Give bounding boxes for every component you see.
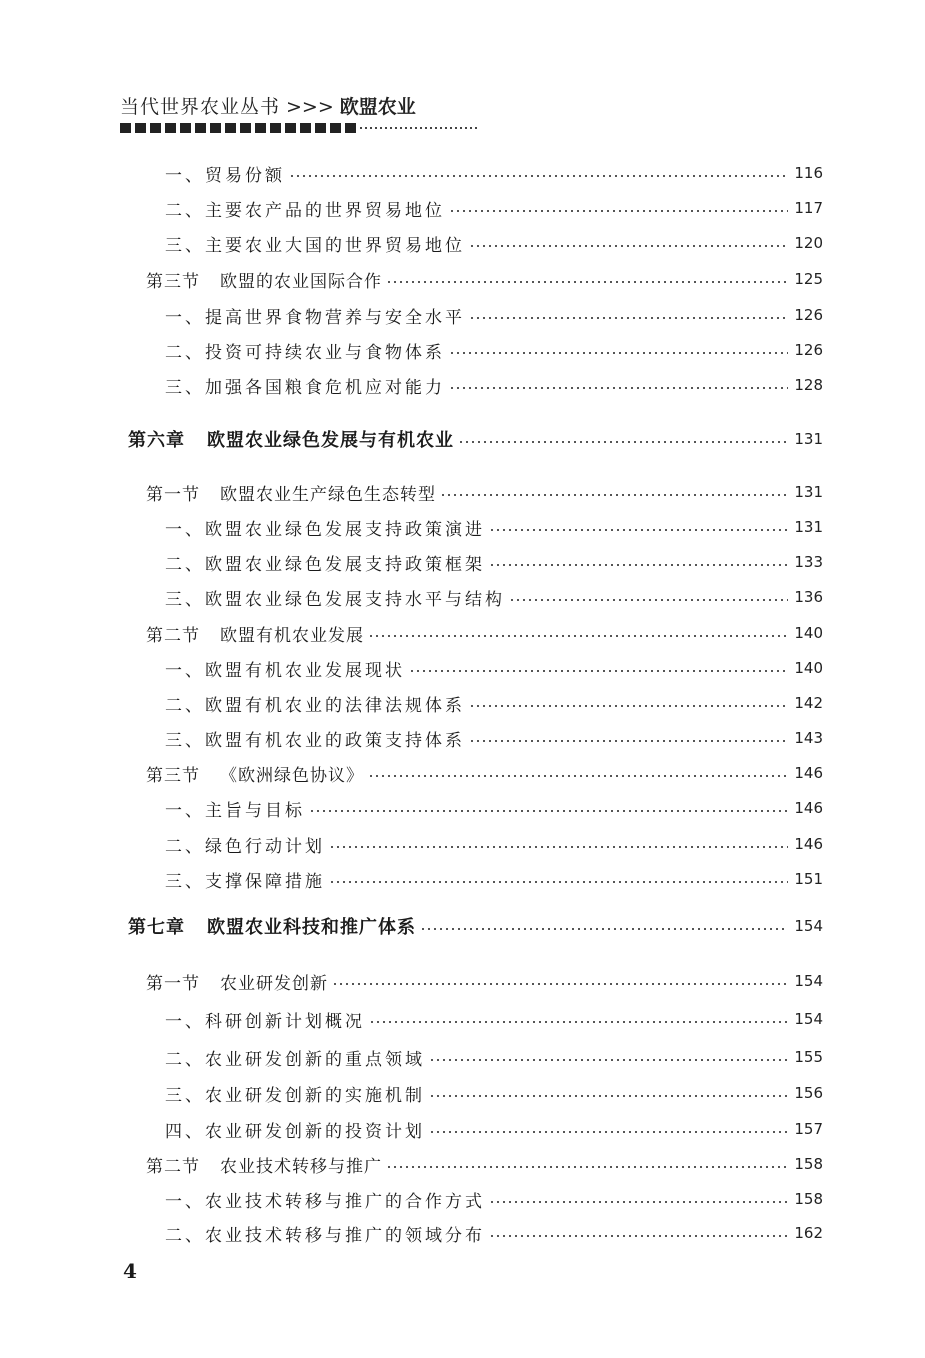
toc-entry-text: 农业研发创新 [220,973,328,994]
toc-item [165,549,823,575]
toc-entry-title [165,550,485,575]
dot-leader [460,441,788,443]
toc-page-number: 157 [794,1120,823,1138]
toc-page-number: 158 [794,1155,823,1173]
toc-entry-number: 第三节 [146,765,200,786]
toc-entry-title [165,585,505,610]
toc-entry-text: 三、支撑保障措施 [165,871,325,892]
dot-leader [388,281,788,283]
toc-page-number: 120 [794,234,823,252]
toc-entry-title [165,726,465,751]
toc-entry-text: 一、欧盟有机农业发展现状 [165,660,405,681]
toc-page-number: 131 [794,483,823,501]
header-rule [120,122,480,134]
series-title: 当代世界农业丛书 [120,96,281,118]
dot-leader [422,928,788,930]
toc-entry-text: 三、欧盟农业绿色发展支持水平与结构 [165,589,505,610]
toc-entry-title [146,480,436,505]
toc-entry-title [128,426,454,452]
dot-leader [411,670,788,672]
toc-entry-title [146,621,364,646]
toc-entry-text: 二、欧盟有机农业的法律法规体系 [165,695,465,716]
toc-entry-title [146,761,364,786]
toc-entry-text: 一、农业技术转移与推广的合作方式 [165,1191,485,1212]
toc-entry-title [165,1187,485,1212]
toc-entry-number: 第一节 [146,484,200,505]
dot-leader [511,599,788,601]
toc-entry-text: 欧盟农业绿色发展与有机农业 [207,430,454,451]
toc-entry-text: 一、科研创新计划概况 [165,1011,365,1032]
toc-entry-title [165,515,485,540]
toc-entry-title [165,196,445,221]
toc-entry-title [146,1152,382,1177]
toc-page-number: 146 [794,764,823,782]
toc-chapter [128,913,823,939]
dot-leader [491,1201,788,1203]
toc-page-number: 158 [794,1190,823,1208]
toc-page-number: 126 [794,341,823,359]
running-header [120,92,416,119]
dot-leader [491,564,788,566]
toc-entry-title [165,1007,365,1032]
toc-entry-text: 三、加强各国粮食危机应对能力 [165,377,445,398]
toc-page-number: 155 [794,1048,823,1066]
toc-page-number: 154 [794,1010,823,1028]
header-rule-blocks [120,123,358,133]
toc-page-number: 131 [794,430,823,448]
dot-leader [442,494,788,496]
toc-page-number: 154 [794,972,823,990]
toc-entry-title [128,913,416,939]
dot-leader [471,740,788,742]
toc-entry-text: 三、欧盟有机农业的政策支持体系 [165,730,465,751]
dot-leader [471,245,788,247]
toc-entry-text: 二、绿色行动计划 [165,836,325,857]
toc-page-number: 146 [794,835,823,853]
toc-entry-text: 欧盟的农业国际合作 [220,271,382,292]
toc-entry-text: 一、提高世界食物营养与安全水平 [165,307,465,328]
toc-page-number: 156 [794,1084,823,1102]
toc-item [165,690,823,716]
toc-entry-number: 第六章 [128,430,185,451]
toc-page-number: 117 [794,199,823,217]
dot-leader [331,881,788,883]
toc-page-number: 133 [794,553,823,571]
page-number: 4 [123,1259,137,1283]
toc-page-number: 162 [794,1224,823,1242]
toc-entry-title [146,267,382,292]
toc-page-number: 154 [794,917,823,935]
toc-item [165,337,823,363]
toc-item [165,230,823,256]
toc-entry-title [165,1221,485,1246]
toc-entry-text: 一、贸易份额 [165,165,285,186]
toc-page-number: 126 [794,306,823,324]
toc-entry-title [165,303,465,328]
dot-leader [431,1131,788,1133]
dot-leader [431,1095,788,1097]
toc-entry-text: 三、农业研发创新的实施机制 [165,1085,425,1106]
toc-entry-title [165,231,465,256]
toc-item [165,514,823,540]
toc-page-number: 131 [794,518,823,536]
dot-leader [491,1235,788,1237]
dot-leader [388,1166,788,1168]
toc-entry-number: 第一节 [146,973,200,994]
toc-entry-text: 三、主要农业大国的世界贸易地位 [165,235,465,256]
toc-item [165,372,823,398]
toc-entry-text: 二、农业研发创新的重点领域 [165,1049,425,1070]
dot-leader [291,175,788,177]
dot-leader [370,635,788,637]
toc-entry-title [165,338,445,363]
toc-page-number: 143 [794,729,823,747]
toc-entry-title [165,867,325,892]
toc-entry-text: 农业技术转移与推广 [220,1156,382,1177]
toc-entry-title [165,656,405,681]
toc-section [146,1151,823,1177]
toc-page-number: 142 [794,694,823,712]
toc-page-number: 128 [794,376,823,394]
toc-item [165,302,823,328]
toc-entry-title [165,832,325,857]
toc-item [165,831,823,857]
toc-chapter [128,426,823,452]
dot-leader [331,846,788,848]
dot-leader [451,387,788,389]
toc-entry-title [165,1117,425,1142]
toc-entry-title [165,691,465,716]
header-rule-dots [360,127,480,129]
toc-entry-title [165,1081,425,1106]
toc-entry-number: 第三节 [146,271,200,292]
book-title: 欧盟农业 [339,96,416,118]
toc-page-number: 136 [794,588,823,606]
toc-item [165,725,823,751]
toc-entry-text: 一、主旨与目标 [165,800,305,821]
toc-entry-title [146,969,328,994]
toc-entry-text: 二、欧盟农业绿色发展支持政策框架 [165,554,485,575]
toc-entry-title [165,373,445,398]
toc-item [165,1116,823,1142]
toc-item [165,655,823,681]
toc-page-number: 151 [794,870,823,888]
toc-entry-text: 一、欧盟农业绿色发展支持政策演进 [165,519,485,540]
toc-entry-text: 二、主要农产品的世界贸易地位 [165,200,445,221]
toc-page-number: 146 [794,799,823,817]
toc-entry-text: 二、投资可持续农业与食物体系 [165,342,445,363]
toc-item [165,1006,823,1032]
toc-item [165,1080,823,1106]
toc-item [165,795,823,821]
toc-section [146,760,823,786]
toc-entry-number: 第二节 [146,1156,200,1177]
dot-leader [431,1059,788,1061]
toc-entry-text: 欧盟农业科技和推广体系 [207,917,416,938]
dot-leader [311,810,788,812]
toc-entry-title [165,1045,425,1070]
toc-item [165,1186,823,1212]
toc-item [165,1044,823,1070]
toc-section [146,266,823,292]
header-arrows: >>> [286,96,334,118]
toc-entry-text: 四、农业研发创新的投资计划 [165,1121,425,1142]
toc-entry-text: 欧盟有机农业发展 [220,625,364,646]
toc-entry-title [165,796,305,821]
toc-entry-number: 第二节 [146,625,200,646]
toc-item [165,160,823,186]
toc-entry-text: 欧盟农业生产绿色生态转型 [220,484,436,505]
toc-page-number: 116 [794,164,823,182]
dot-leader [451,352,788,354]
toc-entry-text: 二、农业技术转移与推广的领域分布 [165,1225,485,1246]
toc-section [146,479,823,505]
toc-page-number: 125 [794,270,823,288]
toc-section [146,620,823,646]
dot-leader [371,1021,788,1023]
toc-entry-text: 《欧洲绿色协议》 [220,765,364,786]
toc-item [165,1220,823,1246]
dot-leader [471,317,788,319]
dot-leader [451,210,788,212]
dot-leader [471,705,788,707]
toc-item [165,866,823,892]
toc-page-number: 140 [794,624,823,642]
dot-leader [491,529,788,531]
dot-leader [370,775,788,777]
toc-entry-title [165,161,285,186]
toc-section [146,968,823,994]
toc-item [165,195,823,221]
dot-leader [334,983,788,985]
toc-item [165,584,823,610]
toc-entry-number: 第七章 [128,917,185,938]
toc-page-number: 140 [794,659,823,677]
